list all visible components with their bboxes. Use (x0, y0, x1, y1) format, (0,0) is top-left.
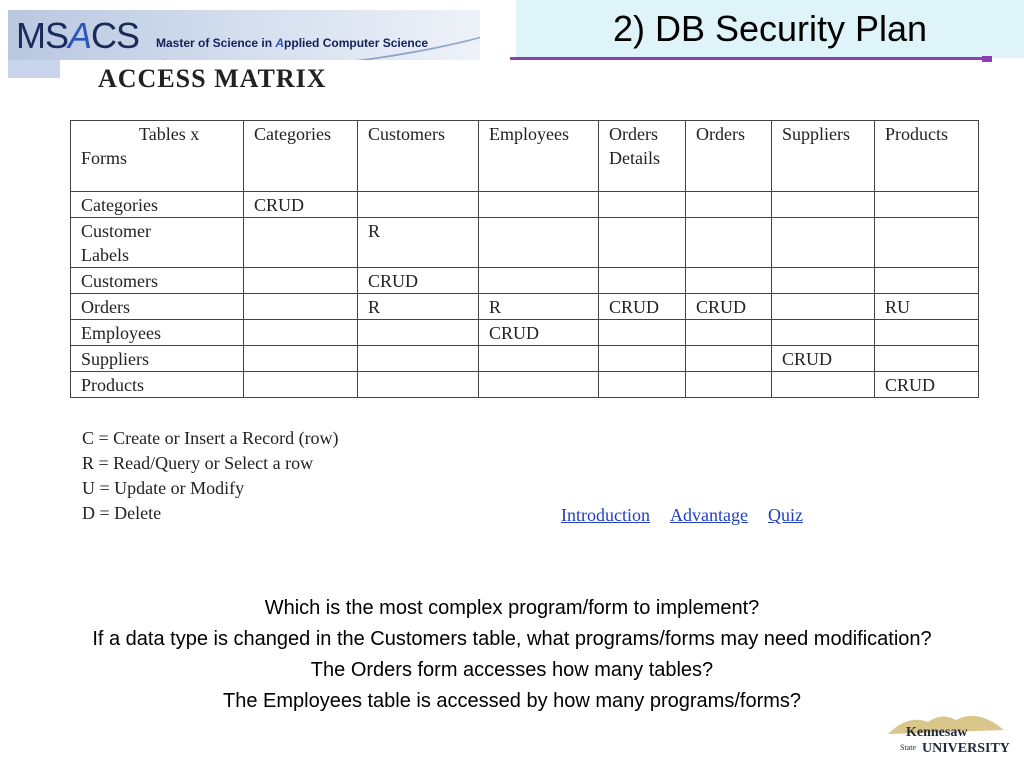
nav-links (561, 503, 823, 528)
matrix-cell: CRUD (479, 320, 599, 346)
matrix-cell (686, 320, 772, 346)
matrix-cell (875, 218, 979, 268)
matrix-cell (244, 218, 358, 268)
matrix-corner-cell (71, 121, 244, 192)
banner-tab (8, 60, 60, 78)
matrix-cell (244, 346, 358, 372)
matrix-row-header (71, 320, 244, 346)
question-text: If a data type is changed in the Customers table, what programs/forms may need modification? (92, 628, 932, 650)
matrix-cell (479, 268, 599, 294)
matrix-column-header (244, 121, 358, 192)
matrix-cell (244, 372, 358, 398)
question-text: The Employees table is accessed by how many programs/forms? (222, 690, 802, 712)
row-header-text: Labels (81, 245, 129, 265)
matrix-row-header (71, 346, 244, 372)
matrix-cell (358, 346, 479, 372)
matrix-cell: CRUD (599, 294, 686, 320)
logo-text-university: UNIVERSITY (922, 741, 1010, 756)
matrix-cell (358, 192, 479, 218)
matrix-row (71, 268, 979, 294)
matrix-cell (875, 192, 979, 218)
matrix-cell (599, 268, 686, 294)
matrix-cell (244, 268, 358, 294)
matrix-cell (244, 294, 358, 320)
matrix-heading: ACCESS MATRIX (98, 64, 327, 93)
matrix-cell: CRUD (875, 372, 979, 398)
matrix-cell (875, 320, 979, 346)
matrix-cell (686, 218, 772, 268)
matrix-cell (686, 268, 772, 294)
legend-item: R = Read/Query or Select a row (82, 453, 314, 473)
matrix-column-header (479, 121, 599, 192)
column-header-text: Categories (254, 124, 331, 144)
banner-swoosh (155, 10, 480, 60)
column-header-text: Details (609, 148, 660, 168)
column-header-text: Orders (609, 124, 658, 144)
matrix-row-header (71, 192, 244, 218)
matrix-cell (479, 346, 599, 372)
link-quiz[interactable]: Quiz (767, 505, 803, 525)
matrix-cell (686, 346, 772, 372)
program-banner (8, 10, 480, 60)
matrix-cell (686, 192, 772, 218)
matrix-cell (875, 346, 979, 372)
matrix-cell (686, 372, 772, 398)
matrix-column-header (772, 121, 875, 192)
matrix-cell: CRUD (358, 268, 479, 294)
matrix-row-header (71, 372, 244, 398)
matrix-row (71, 346, 979, 372)
matrix-row (71, 320, 979, 346)
question-text: Which is the most complex program/form to implement? (264, 597, 760, 619)
access-matrix-table (70, 120, 979, 398)
matrix-cell (772, 294, 875, 320)
link-advantage[interactable]: Advantage (669, 505, 748, 525)
matrix-cell (358, 320, 479, 346)
column-header-text: Customers (368, 124, 446, 144)
matrix-cell: CRUD (772, 346, 875, 372)
matrix-cell (599, 346, 686, 372)
program-subtitle: Master of Science in Applied Computer Science (156, 36, 429, 50)
matrix-row (71, 372, 979, 398)
matrix-column-header (358, 121, 479, 192)
row-header-text: Categories (81, 195, 158, 215)
matrix-column-header (599, 121, 686, 192)
row-header-text: Customers (81, 271, 159, 291)
matrix-row (71, 294, 979, 320)
matrix-cell (358, 372, 479, 398)
legend-item: D = Delete (82, 503, 162, 523)
matrix-row-header (71, 218, 244, 268)
row-header-text: Orders (81, 297, 130, 317)
matrix-row-header (71, 294, 244, 320)
legend-item: C = Create or Insert a Record (row) (82, 428, 339, 448)
matrix-row (71, 192, 979, 218)
matrix-cell (479, 372, 599, 398)
row-header-text: Suppliers (81, 349, 150, 369)
logo-text-kennesaw: Kennesaw (906, 725, 968, 740)
link-introduction[interactable]: Introduction (561, 505, 650, 525)
matrix-cell: R (358, 294, 479, 320)
corner-label-tables: Tables x (139, 124, 200, 144)
row-header-text: Products (81, 375, 144, 395)
matrix-cell (772, 192, 875, 218)
matrix-cell (244, 320, 358, 346)
matrix-cell (772, 320, 875, 346)
matrix-cell (772, 372, 875, 398)
matrix-header-row (71, 121, 979, 192)
logo-text-state: State (900, 743, 916, 752)
title-underline (510, 57, 984, 60)
msacs-logo: MSACS (16, 15, 140, 56)
matrix-cell: R (358, 218, 479, 268)
matrix-cell (772, 268, 875, 294)
question-text: The Orders form accesses how many tables? (310, 659, 714, 681)
column-header-text: Products (885, 124, 948, 144)
matrix-cell: R (479, 294, 599, 320)
matrix-row-header (71, 268, 244, 294)
matrix-cell (479, 218, 599, 268)
crud-legend (82, 426, 339, 526)
matrix-column-header (686, 121, 772, 192)
matrix-cell (772, 218, 875, 268)
column-header-text: Employees (489, 124, 569, 144)
matrix-cell: CRUD (244, 192, 358, 218)
slide-title: 2) DB Security Plan (612, 8, 928, 49)
matrix-cell (875, 268, 979, 294)
row-header-text: Customer (81, 221, 151, 241)
matrix-cell: RU (875, 294, 979, 320)
matrix-cell (479, 192, 599, 218)
title-underline-end (982, 56, 992, 62)
discussion-questions (20, 593, 1004, 717)
column-header-text: Orders (696, 124, 745, 144)
matrix-column-header (875, 121, 979, 192)
matrix-cell (599, 218, 686, 268)
matrix-cell (599, 192, 686, 218)
corner-label-forms: Forms (81, 148, 128, 168)
matrix-cell: CRUD (686, 294, 772, 320)
matrix-cell (599, 320, 686, 346)
matrix-cell (599, 372, 686, 398)
row-header-text: Employees (81, 323, 161, 343)
kennesaw-state-logo (884, 710, 1010, 760)
legend-item: U = Update or Modify (82, 478, 245, 498)
matrix-row (71, 218, 979, 268)
column-header-text: Suppliers (782, 124, 851, 144)
